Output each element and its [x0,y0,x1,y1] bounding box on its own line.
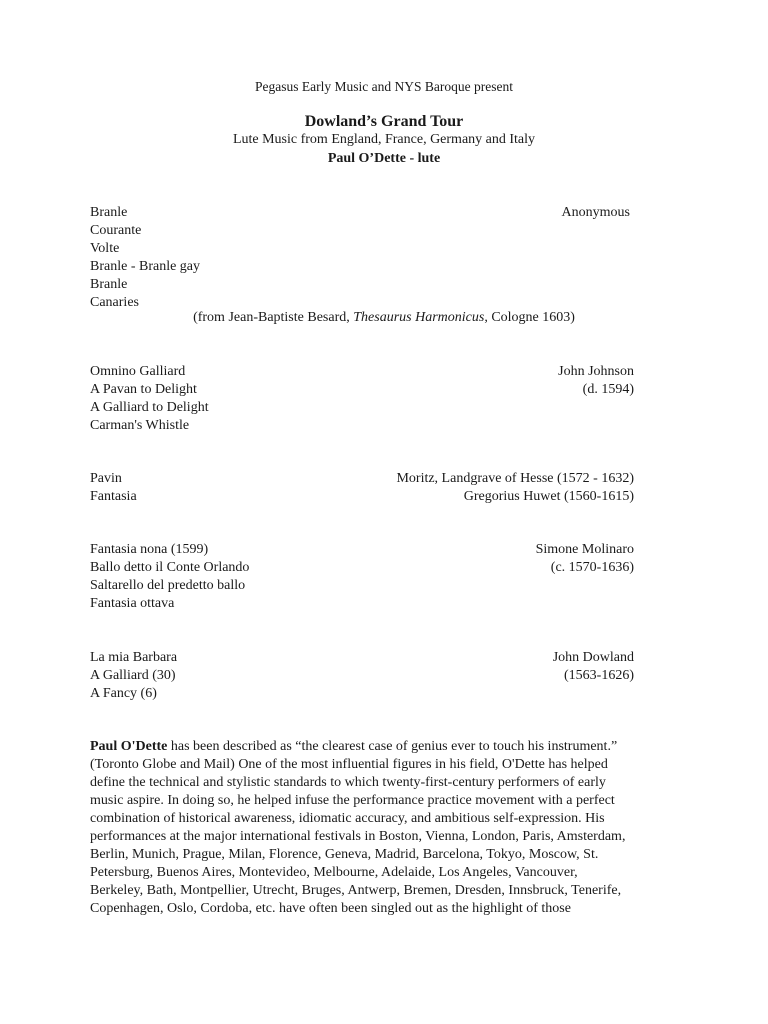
program-line [90,541,634,559]
composer-name: John Johnson [558,364,634,379]
composer-name: Moritz, Landgrave of Hesse (1572 - 1632) [396,471,634,486]
program-group-dowland [90,649,634,703]
program-line [90,559,634,577]
piece-title: Fantasia ottava [90,596,175,611]
source-title: Thesaurus Harmonicus [353,310,485,325]
composer-dates: (c. 1570-1636) [550,560,634,575]
program-line [90,240,634,258]
program-line [90,667,634,685]
program-line [90,204,634,222]
piece-title: A Galliard (30) [90,668,176,683]
program-line [90,222,634,240]
source-citation: (from Jean-Baptiste Besard, Thesaurus Harmonicus, Cologne 1603) [193,310,575,325]
piece-title: Omnino Galliard [90,364,186,379]
program-line [90,488,634,506]
piece-title: A Galliard to Delight [90,400,209,415]
piece-title: Branle - Branle gay [90,259,201,274]
program-line [90,417,634,435]
program-line [90,381,634,399]
piece-title: Branle [90,277,128,292]
composer-dates: (d. 1594) [582,382,634,397]
program-line [90,399,634,417]
program-line [90,685,634,703]
composer-name: Anonymous [561,205,630,220]
bio-line: music aspire. In doing so, he helped infuse the performance practice movement with a perfect [90,793,615,808]
program-line [90,363,634,381]
piece-title: Courante [90,223,142,238]
piece-title: Canaries [90,295,139,310]
program-group-johnson [90,363,634,435]
bio-line: Berkeley, Bath, Montpellier, Utrecht, Bruges, Antwerp, Bremen, Dresden, Innsbruck, Tenerife, [90,883,622,898]
program-line [90,470,634,488]
program-line [90,258,634,276]
program-group-anonymous [90,204,634,312]
bio-line: define the technical and stylistic standards to which twenty-first-century performers of early [90,775,606,790]
composer-name: John Dowland [552,650,634,665]
program-line [90,276,634,294]
bio-line: (Toronto Globe and Mail) One of the most influential figures in his field, O'Dette has helped [90,757,608,772]
composer-dates: (1563-1626) [564,668,634,683]
program-group-molinaro [90,541,634,613]
bio-line: performances at the major international festivals in Boston, Vienna, London, Paris, Amsterdam, [90,829,626,844]
piece-title: Branle [90,205,128,220]
piece-title: A Fancy (6) [90,686,157,701]
bio-performer-name: Paul O'Dette [90,739,168,754]
concert-subtitle: Lute Music from England, France, Germany and Italy [232,132,536,147]
piece-title: Saltarello del predetto ballo [90,578,246,593]
program-group-hesse-huwet [90,470,634,506]
bio-line: Paul O'Dette has been described as “the clearest case of genius ever to touch his instrument.” [90,739,618,754]
piece-title: Carman's Whistle [90,418,190,433]
concert-title: Dowland’s Grand Tour [304,113,464,130]
piece-title: Ballo detto il Conte Orlando [90,560,250,575]
piece-title: Fantasia nona (1599) [90,542,209,557]
piece-title: Pavin [90,471,122,486]
program-line [90,649,634,667]
composer-name: Gregorius Huwet (1560-1615) [463,489,634,504]
piece-title: Fantasia [90,489,137,504]
program-line [90,595,634,613]
bio-line: Berlin, Munich, Prague, Milan, Florence, Geneva, Madrid, Barcelona, Tokyo, Moscow, St. [90,847,599,862]
piece-title: Volte [90,241,120,256]
bio-line: Petersburg, Buenos Aires, Montevideo, Melbourne, Adelaide, Los Angeles, Vancouver, [90,865,578,880]
composer-name: Simone Molinaro [535,542,634,557]
performer-biography [90,738,650,918]
bio-line: combination of historical awareness, idiomatic accuracy, and ambitious self-expression. His [90,811,605,826]
program-line [90,577,634,595]
piece-title: La mia Barbara [90,650,178,665]
bio-line: Copenhagen, Oslo, Cordoba, etc. have often been singled out as the highlight of those [90,901,571,916]
piece-title: A Pavan to Delight [90,382,197,397]
presenter-line: Pegasus Early Music and NYS Baroque present [255,79,513,94]
performer-line: Paul O’Dette - lute [327,151,441,166]
